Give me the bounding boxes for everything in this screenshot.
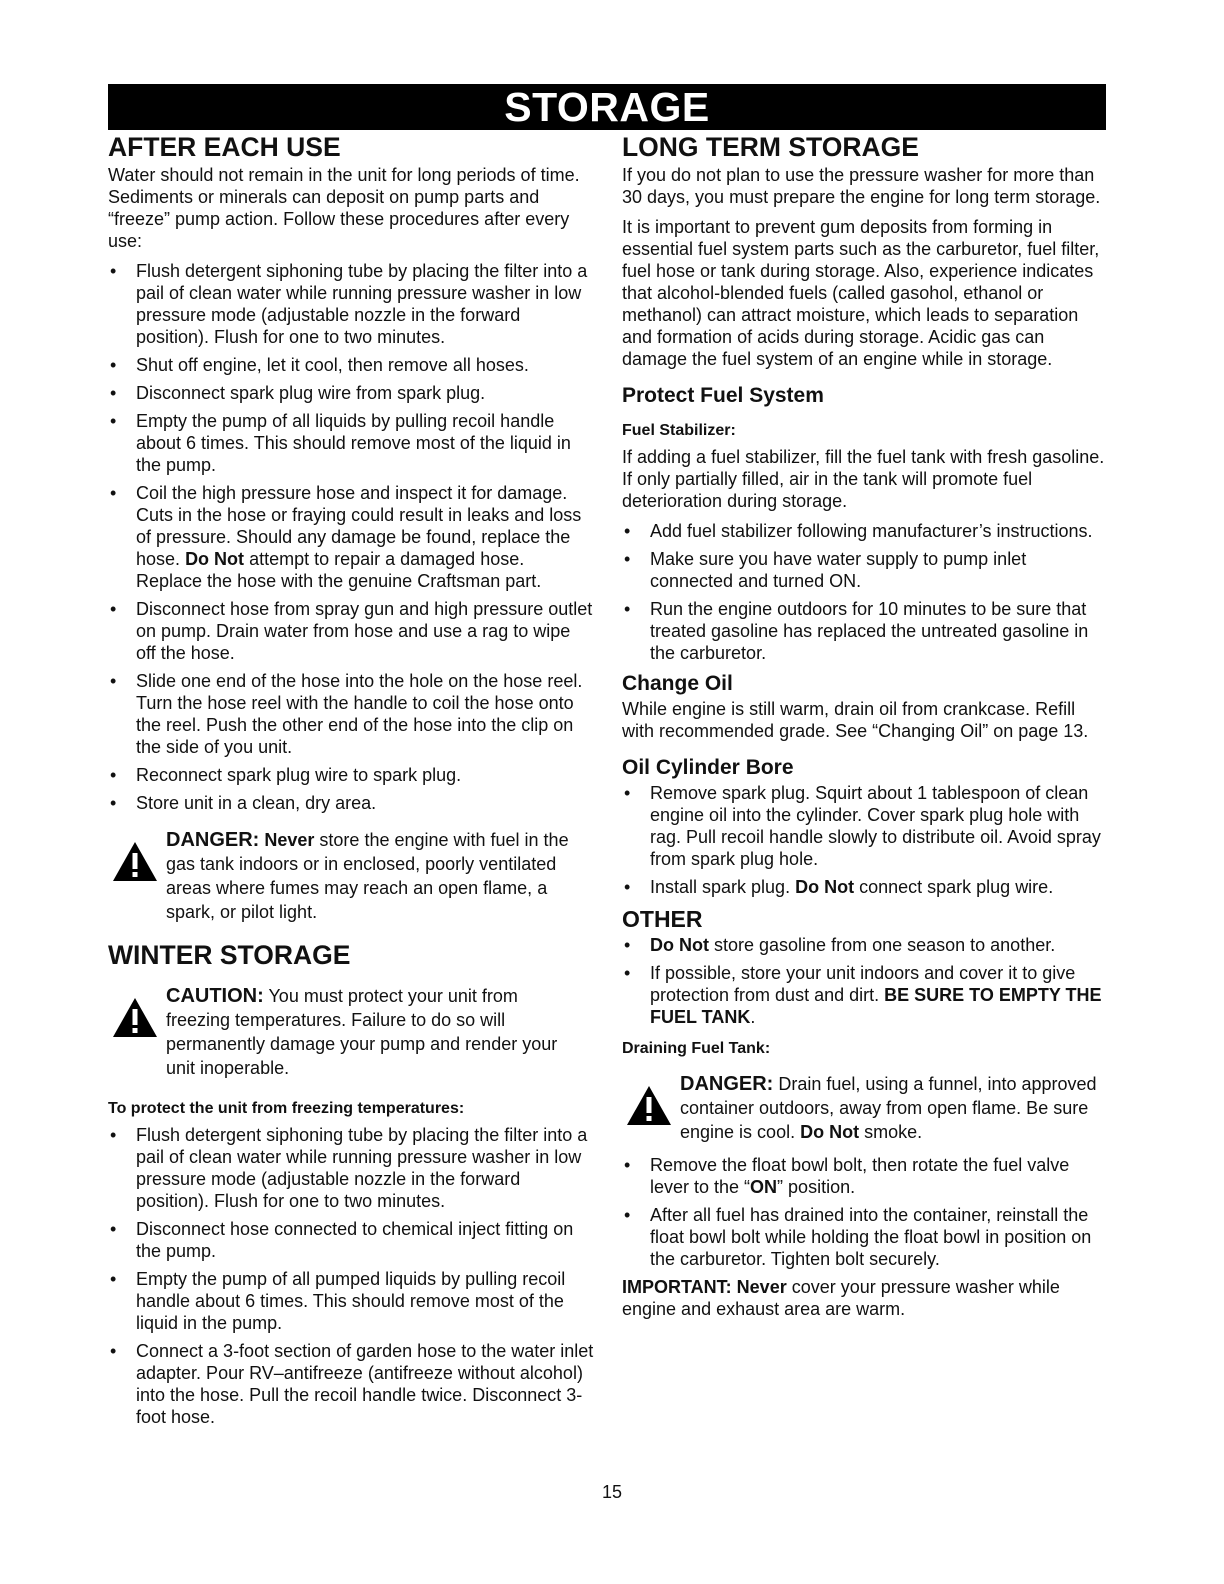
list-item: • Add fuel stabilizer following manufacturer’s instructions. [624, 521, 1093, 541]
after-each-use-heading: AFTER EACH USE [108, 132, 341, 162]
long-term-p1: If you do not plan to use the pressure washer for more than 30 days, you must prepare the engine for long term storage. [622, 165, 1101, 207]
warning-triangle-icon [112, 996, 158, 1038]
danger-warning-fuel-storage: DANGER: Never store the engine with fuel in the gas tank indoors or in enclosed, poorly ventilated areas where fumes may reach an open flame, a spark, or pilot light. [108, 828, 594, 924]
list-item: • Remove spark plug. Squirt about 1 tablespoon of clean engine oil into the cylinder. Cover spark plug hole with rag. Pull recoil handle slowly to distribute oil. Avoid spray from spark plug hole. [624, 783, 1101, 869]
oil-cylinder-bore-list [622, 782, 1108, 898]
other-heading: OTHER [622, 906, 703, 932]
list-item: • Store unit in a clean, dry area. [110, 793, 377, 813]
warning-triangle-icon [112, 840, 158, 882]
draining-fuel-list [622, 1154, 1108, 1270]
right-column [622, 130, 1108, 1320]
caution-warning-freezing: CAUTION: You must protect your unit from freezing temperatures. Failure to do so will permanently damage your pump and render your unit inoperable. [108, 984, 594, 1080]
winter-storage-heading: WINTER STORAGE [108, 940, 351, 970]
list-item: • Disconnect hose connected to chemical inject fitting on the pump. [110, 1219, 574, 1261]
draining-fuel-tank-heading: Draining Fuel Tank: [622, 1040, 771, 1057]
list-item: • Reconnect spark plug wire to spark plug. [110, 765, 462, 785]
page-banner: STORAGE [108, 84, 1106, 130]
list-item: • Slide one end of the hose into the hole on the hose reel. Turn the hose reel with the handle to coil the hose onto the reel. Push the other end of the hose into the clip on the side of you unit. [110, 671, 583, 757]
protect-fuel-heading: Protect Fuel System [622, 384, 824, 407]
important-note: IMPORTANT: Never cover your pressure washer while engine and exhaust area are warm. [622, 1277, 1060, 1319]
change-oil-heading: Change Oil [622, 672, 733, 695]
warning-triangle-icon [626, 1084, 672, 1126]
list-item: • If possible, store your unit indoors and cover it to give protection from dust and dirt. BE SURE TO EMPTY THE FUEL TANK. [624, 963, 1102, 1027]
left-column [108, 130, 594, 1434]
fuel-stabilizer-text: If adding a fuel stabilizer, fill the fuel tank with fresh gasoline. If only partially filled, air in the tank will promote fuel deterioration during storage. [622, 447, 1105, 511]
list-item: • Install spark plug. Do Not connect spark plug wire. [624, 877, 1054, 897]
list-item: • Empty the pump of all pumped liquids by pulling recoil handle about 6 times. This should remove most of the liquid in the pump. [110, 1269, 566, 1333]
list-item: • Disconnect spark plug wire from spark plug. [110, 383, 486, 403]
list-item: • Flush detergent siphoning tube by placing the filter into a pail of clean water while running pressure washer in low pressure mode (adjustable nozzle in the forward position). Flush for one to two minutes. [110, 1125, 588, 1211]
after-each-use-list [108, 260, 594, 814]
list-item: • After all fuel has drained into the container, reinstall the float bowl bolt while holding the float bowl in position on the carburetor. Tighten bolt securely. [624, 1205, 1092, 1269]
long-term-p2: It is important to prevent gum deposits from forming in essential fuel system parts such as the carburetor, fuel filter, fuel hose or tank during storage. Also, experience indicates that alcohol-blended fuels (called gasohol, ethanol or methanol) can attract moisture, which leads to separation and formation of acids during storage. Acidic gas can damage the fuel system of an engine while in storage. [622, 217, 1100, 369]
list-item: • Do Not store gasoline from one season to another. [624, 935, 1056, 955]
list-item: • Remove the float bowl bolt, then rotate the fuel valve lever to the “ON” position. [624, 1155, 1070, 1197]
list-item: • Coil the high pressure hose and inspect it for damage. Cuts in the hose or fraying could result in leaks and loss of pressure. Should any damage be found, replace the hose. Do Not attempt to repair a damaged hose. Replace the hose with the genuine Craftsman part. [110, 483, 582, 591]
list-item: • Empty the pump of all liquids by pulling recoil handle about 6 times. This should remove most of the liquid in the pump. [110, 411, 571, 475]
list-item: • Make sure you have water supply to pump inlet connected and turned ON. [624, 549, 1027, 591]
list-item: • Disconnect hose from spray gun and high pressure outlet on pump. Drain water from hose and use a rag to wipe off the hose. [110, 599, 593, 663]
after-each-use-intro: Water should not remain in the unit for long periods of time. Sediments or minerals can deposit on pump parts and “freeze” pump action. Follow these procedures after every use: [108, 165, 580, 251]
page-number: 15 [601, 1482, 623, 1502]
list-item: • Shut off engine, let it cool, then remove all hoses. [110, 355, 529, 375]
winter-storage-list [108, 1124, 594, 1428]
oil-cylinder-bore-heading: Oil Cylinder Bore [622, 756, 794, 779]
long-term-storage-heading: LONG TERM STORAGE [622, 132, 919, 162]
change-oil-text: While engine is still warm, drain oil from crankcase. Refill with recommended grade. See “Changing Oil” on page 13. [622, 699, 1089, 741]
winter-subheading: To protect the unit from freezing temperatures: [108, 1100, 465, 1117]
list-item: • Flush detergent siphoning tube by placing the filter into a pail of clean water while running pressure washer in low pressure mode (adjustable nozzle in the forward position). Flush for one to two minutes. [110, 261, 588, 347]
fuel-stabilizer-list [622, 520, 1108, 664]
list-item: • Run the engine outdoors for 10 minutes to be sure that treated gasoline has replaced the untreated gasoline in the carburetor. [624, 599, 1089, 663]
danger-warning-drain-fuel: DANGER: Drain fuel, using a funnel, into approved container outdoors, away from open flame. Be sure engine is cool. Do Not smoke. [622, 1072, 1108, 1144]
other-list [622, 934, 1108, 1028]
fuel-stabilizer-heading: Fuel Stabilizer: [622, 422, 736, 439]
list-item: • Connect a 3-foot section of garden hose to the water inlet adapter. Pour RV–antifreeze (antifreeze without alcohol) into the hose. Pull the recoil handle twice. Disconnect 3-foot hose. [110, 1341, 594, 1427]
